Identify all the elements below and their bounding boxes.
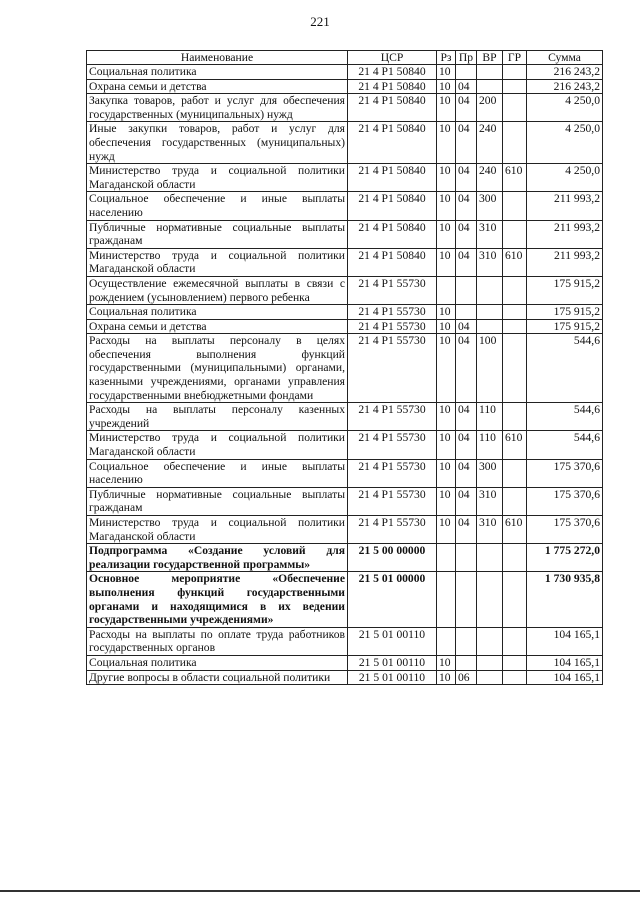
table-header-row — [87, 51, 603, 65]
cell-name: Социальная политика — [87, 65, 348, 80]
cell-name: Расходы на выплаты персоналу в целях обеспечения выполнения функций государственными (муниципальными) органами, казенными учреждениями, органами управления государственными внебюджетными фондами — [87, 334, 348, 403]
cell-sum: 175 915,2 — [527, 305, 603, 320]
cell-name: Социальное обеспечение и иные выплаты населению — [87, 459, 348, 487]
table-row — [87, 572, 603, 627]
cell-sum: 544,6 — [527, 431, 603, 459]
cell-gr: 610 — [503, 164, 527, 192]
cell-pr: 04 — [456, 319, 477, 334]
table-row — [87, 516, 603, 544]
cell-name: Социальное обеспечение и иные выплаты населению — [87, 192, 348, 220]
cell-pr — [456, 627, 477, 655]
cell-vr — [477, 544, 503, 572]
cell-csr: 21 4 P1 55730 — [348, 403, 437, 431]
cell-name: Социальная политика — [87, 305, 348, 320]
cell-vr — [477, 670, 503, 685]
budget-table — [86, 50, 603, 685]
cell-sum: 4 250,0 — [527, 164, 603, 192]
cell-csr: 21 4 P1 55730 — [348, 487, 437, 515]
cell-sum: 216 243,2 — [527, 79, 603, 94]
cell-rz: 10 — [437, 403, 456, 431]
cell-rz: 10 — [437, 334, 456, 403]
cell-rz: 10 — [437, 220, 456, 248]
cell-rz: 10 — [437, 192, 456, 220]
cell-pr: 04 — [456, 122, 477, 164]
cell-vr — [477, 305, 503, 320]
cell-name: Министерство труда и социальной политики Магаданской области — [87, 516, 348, 544]
cell-vr: 300 — [477, 459, 503, 487]
cell-sum: 211 993,2 — [527, 220, 603, 248]
cell-pr: 04 — [456, 487, 477, 515]
cell-pr — [456, 305, 477, 320]
cell-gr — [503, 627, 527, 655]
header-csr: ЦСР — [348, 51, 437, 65]
cell-rz: 10 — [437, 79, 456, 94]
cell-gr: 610 — [503, 516, 527, 544]
cell-csr: 21 4 P1 55730 — [348, 305, 437, 320]
cell-gr — [503, 94, 527, 122]
cell-gr — [503, 276, 527, 304]
cell-gr — [503, 544, 527, 572]
cell-csr: 21 5 01 00110 — [348, 670, 437, 685]
cell-csr: 21 4 P1 50840 — [348, 94, 437, 122]
table-row — [87, 248, 603, 276]
cell-pr — [456, 276, 477, 304]
cell-vr: 310 — [477, 220, 503, 248]
cell-csr: 21 4 P1 50840 — [348, 122, 437, 164]
table-row — [87, 122, 603, 164]
table-row — [87, 220, 603, 248]
cell-vr — [477, 627, 503, 655]
cell-gr — [503, 403, 527, 431]
cell-name: Основное мероприятие «Обеспечение выполнения функций государственными органами и находящимися в их ведении государственными учреждениями» — [87, 572, 348, 627]
cell-pr — [456, 572, 477, 627]
cell-rz: 10 — [437, 670, 456, 685]
cell-rz: 10 — [437, 305, 456, 320]
cell-csr: 21 5 00 00000 — [348, 544, 437, 572]
cell-csr: 21 4 P1 50840 — [348, 164, 437, 192]
cell-csr: 21 5 01 00110 — [348, 655, 437, 670]
cell-sum: 216 243,2 — [527, 65, 603, 80]
cell-csr: 21 4 P1 50840 — [348, 220, 437, 248]
cell-gr — [503, 655, 527, 670]
cell-sum: 211 993,2 — [527, 192, 603, 220]
cell-gr — [503, 220, 527, 248]
table-row — [87, 79, 603, 94]
table-row — [87, 544, 603, 572]
cell-name: Охрана семьи и детства — [87, 319, 348, 334]
cell-rz: 10 — [437, 487, 456, 515]
cell-sum: 175 915,2 — [527, 319, 603, 334]
cell-sum: 104 165,1 — [527, 627, 603, 655]
cell-vr — [477, 319, 503, 334]
cell-gr: 610 — [503, 248, 527, 276]
cell-pr — [456, 544, 477, 572]
cell-csr: 21 4 P1 55730 — [348, 459, 437, 487]
page-number: 221 — [310, 14, 330, 29]
cell-vr: 240 — [477, 164, 503, 192]
table-row — [87, 487, 603, 515]
cell-csr: 21 4 P1 50840 — [348, 248, 437, 276]
cell-name: Другие вопросы в области социальной политики — [87, 670, 348, 685]
cell-gr — [503, 65, 527, 80]
cell-vr — [477, 65, 503, 80]
table-body — [87, 65, 603, 685]
table-row — [87, 65, 603, 80]
cell-pr: 06 — [456, 670, 477, 685]
cell-rz: 10 — [437, 459, 456, 487]
cell-rz: 10 — [437, 65, 456, 80]
table-row — [87, 276, 603, 304]
cell-gr — [503, 334, 527, 403]
cell-rz — [437, 627, 456, 655]
cell-pr: 04 — [456, 334, 477, 403]
cell-rz: 10 — [437, 655, 456, 670]
cell-sum: 211 993,2 — [527, 248, 603, 276]
cell-pr: 04 — [456, 220, 477, 248]
cell-gr — [503, 122, 527, 164]
cell-name: Закупка товаров, работ и услуг для обеспечения государственных (муниципальных) нужд — [87, 94, 348, 122]
cell-vr: 300 — [477, 192, 503, 220]
cell-vr — [477, 655, 503, 670]
cell-gr — [503, 79, 527, 94]
cell-name: Охрана семьи и детства — [87, 79, 348, 94]
cell-name: Публичные нормативные социальные выплаты гражданам — [87, 220, 348, 248]
cell-pr: 04 — [456, 248, 477, 276]
table-row — [87, 164, 603, 192]
table-row — [87, 192, 603, 220]
table-row — [87, 319, 603, 334]
cell-rz: 10 — [437, 516, 456, 544]
cell-pr — [456, 65, 477, 80]
cell-sum: 1 775 272,0 — [527, 544, 603, 572]
header-sum: Сумма — [527, 51, 603, 65]
cell-rz — [437, 572, 456, 627]
cell-pr: 04 — [456, 192, 477, 220]
cell-vr: 310 — [477, 516, 503, 544]
table-row — [87, 305, 603, 320]
cell-rz: 10 — [437, 319, 456, 334]
cell-sum: 175 370,6 — [527, 487, 603, 515]
cell-vr — [477, 79, 503, 94]
cell-vr: 110 — [477, 431, 503, 459]
table-row — [87, 94, 603, 122]
cell-rz: 10 — [437, 248, 456, 276]
cell-csr: 21 4 P1 50840 — [348, 65, 437, 80]
cell-pr: 04 — [456, 164, 477, 192]
table-row — [87, 334, 603, 403]
table-row — [87, 670, 603, 685]
header-vr: ВР — [477, 51, 503, 65]
cell-gr — [503, 192, 527, 220]
cell-name: Социальная политика — [87, 655, 348, 670]
cell-csr: 21 4 P1 50840 — [348, 79, 437, 94]
cell-pr: 04 — [456, 79, 477, 94]
cell-rz: 10 — [437, 122, 456, 164]
table-row — [87, 403, 603, 431]
cell-csr: 21 4 P1 55730 — [348, 431, 437, 459]
cell-gr — [503, 670, 527, 685]
cell-pr: 04 — [456, 403, 477, 431]
cell-name: Подпрограмма «Создание условий для реализации государственной программы» — [87, 544, 348, 572]
table-row — [87, 655, 603, 670]
cell-rz — [437, 276, 456, 304]
cell-sum: 104 165,1 — [527, 670, 603, 685]
cell-name: Расходы на выплаты персоналу казенных учреждений — [87, 403, 348, 431]
cell-csr: 21 4 P1 55730 — [348, 334, 437, 403]
cell-sum: 104 165,1 — [527, 655, 603, 670]
cell-pr: 04 — [456, 94, 477, 122]
cell-sum: 544,6 — [527, 334, 603, 403]
cell-gr — [503, 459, 527, 487]
cell-vr — [477, 276, 503, 304]
cell-rz — [437, 544, 456, 572]
cell-pr — [456, 655, 477, 670]
cell-pr: 04 — [456, 516, 477, 544]
cell-name: Расходы на выплаты по оплате труда работников государственных органов — [87, 627, 348, 655]
cell-name: Иные закупки товаров, работ и услуг для обеспечения государственных (муниципальных) нужд — [87, 122, 348, 164]
cell-sum: 1 730 935,8 — [527, 572, 603, 627]
cell-sum: 4 250,0 — [527, 94, 603, 122]
cell-rz: 10 — [437, 94, 456, 122]
header-pr: Пр — [456, 51, 477, 65]
cell-name: Министерство труда и социальной политики Магаданской области — [87, 164, 348, 192]
cell-vr: 110 — [477, 403, 503, 431]
cell-vr: 100 — [477, 334, 503, 403]
cell-rz: 10 — [437, 164, 456, 192]
cell-gr — [503, 487, 527, 515]
cell-csr: 21 4 P1 55730 — [348, 276, 437, 304]
cell-name: Осуществление ежемесячной выплаты в связи с рождением (усыновлением) первого ребенка — [87, 276, 348, 304]
table-row — [87, 431, 603, 459]
table-row — [87, 459, 603, 487]
header-name: Наименование — [87, 51, 348, 65]
cell-sum: 175 370,6 — [527, 459, 603, 487]
cell-sum: 175 370,6 — [527, 516, 603, 544]
cell-name: Министерство труда и социальной политики Магаданской области — [87, 248, 348, 276]
cell-pr: 04 — [456, 459, 477, 487]
header-rz: Рз — [437, 51, 456, 65]
cell-vr: 310 — [477, 487, 503, 515]
cell-vr: 310 — [477, 248, 503, 276]
cell-rz: 10 — [437, 431, 456, 459]
cell-name: Министерство труда и социальной политики Магаданской области — [87, 431, 348, 459]
cell-name: Публичные нормативные социальные выплаты гражданам — [87, 487, 348, 515]
cell-vr: 200 — [477, 94, 503, 122]
cell-vr — [477, 572, 503, 627]
cell-csr: 21 4 P1 55730 — [348, 319, 437, 334]
cell-sum: 544,6 — [527, 403, 603, 431]
cell-gr — [503, 572, 527, 627]
cell-pr: 04 — [456, 431, 477, 459]
cell-csr: 21 5 01 00000 — [348, 572, 437, 627]
cell-vr: 240 — [477, 122, 503, 164]
cell-sum: 175 915,2 — [527, 276, 603, 304]
header-gr: ГР — [503, 51, 527, 65]
table-row — [87, 627, 603, 655]
cell-csr: 21 4 P1 50840 — [348, 192, 437, 220]
cell-csr: 21 5 01 00110 — [348, 627, 437, 655]
cell-csr: 21 4 P1 55730 — [348, 516, 437, 544]
cell-gr: 610 — [503, 431, 527, 459]
cell-gr — [503, 305, 527, 320]
cell-gr — [503, 319, 527, 334]
cell-sum: 4 250,0 — [527, 122, 603, 164]
footer-rule — [0, 890, 640, 892]
